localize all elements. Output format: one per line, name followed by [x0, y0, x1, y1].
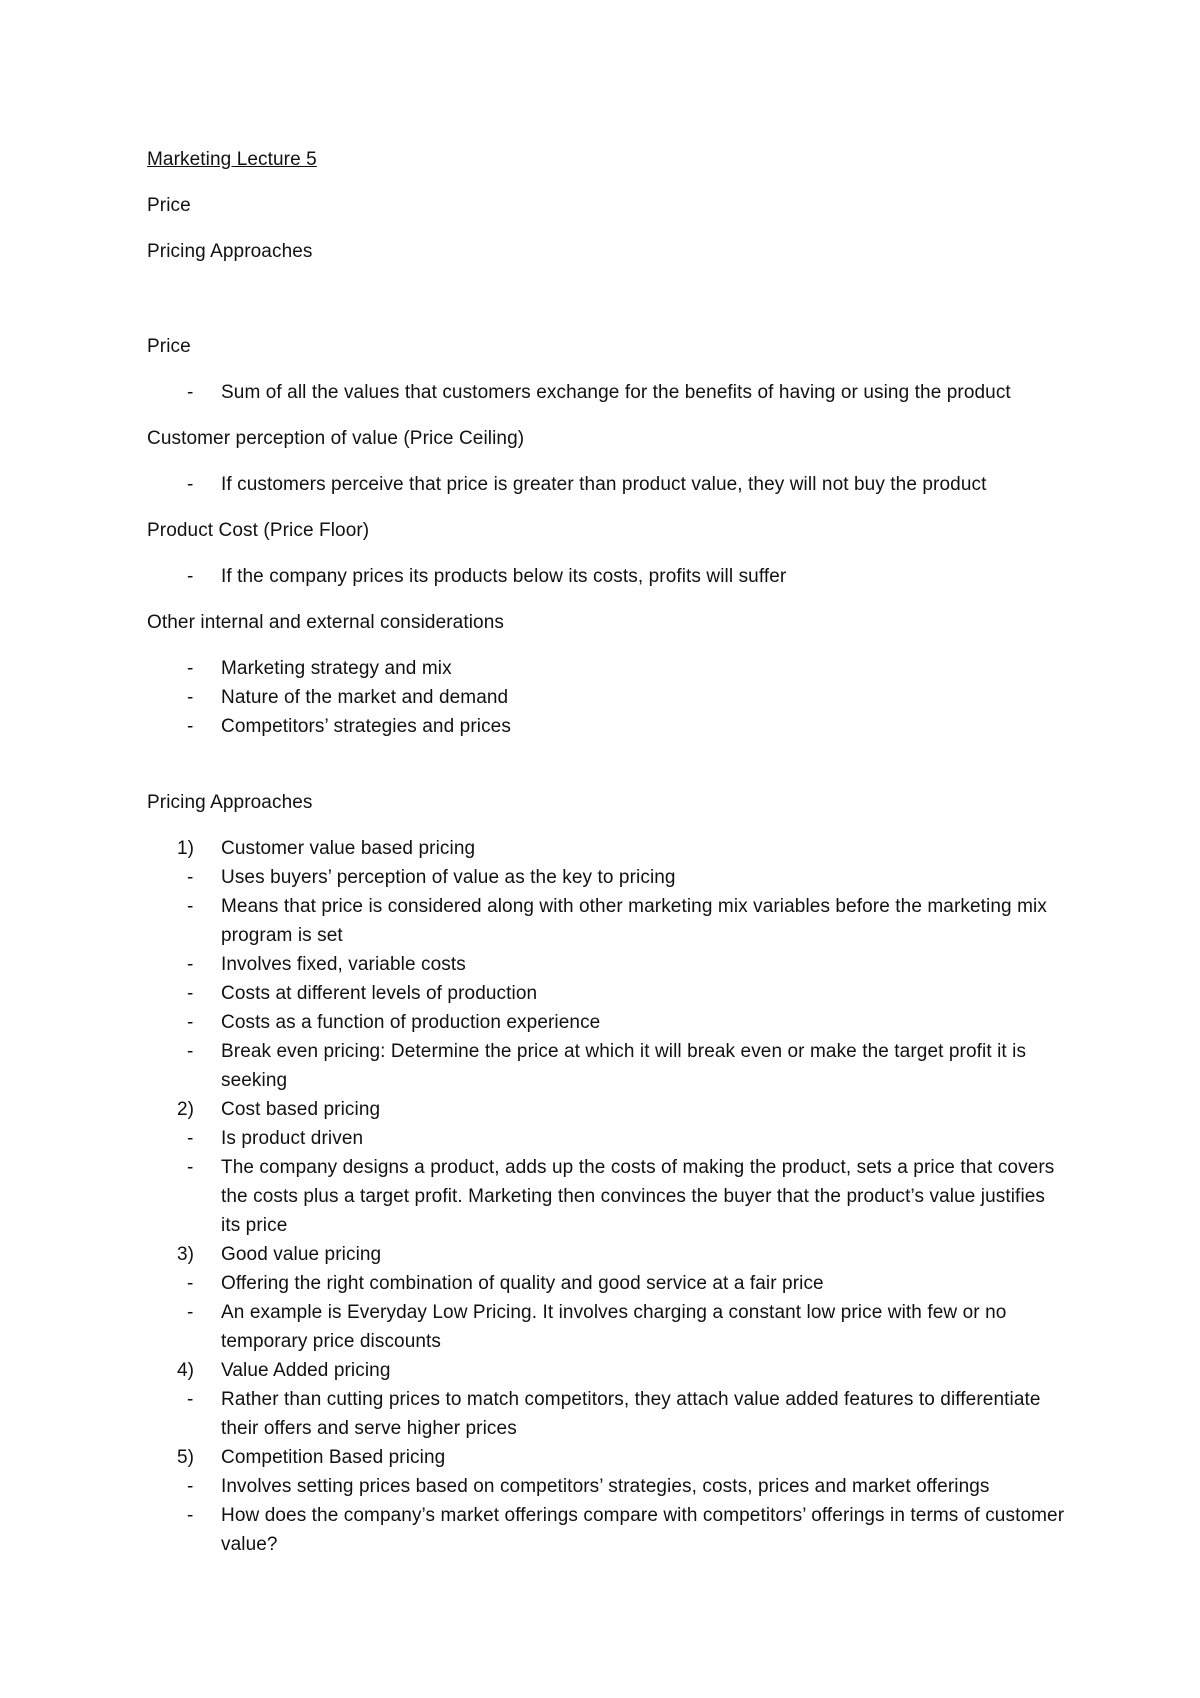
approach-name: Good value pricing — [221, 1244, 382, 1265]
bullet-marker: - — [187, 658, 194, 679]
bullet-list — [147, 562, 1067, 591]
bullet-item — [147, 1153, 1067, 1240]
bullet-text: If the company prices its products below its costs, profits will suffer — [221, 566, 787, 587]
bullet-marker: - — [187, 867, 194, 888]
approach-list — [147, 834, 1067, 1559]
bullet-item — [147, 1124, 1067, 1153]
bullet-item — [147, 863, 1067, 892]
bullet-item — [147, 654, 1067, 683]
outline-item: Pricing Approaches — [147, 241, 313, 262]
bullet-marker: - — [187, 1128, 194, 1149]
bullet-marker: - — [187, 1505, 194, 1526]
section-heading-price: Price — [147, 336, 191, 357]
bullet-item — [147, 1298, 1067, 1356]
subheading-price-ceiling: Customer perception of value (Price Ceiling) — [147, 428, 525, 449]
list-number: 4) — [177, 1360, 195, 1381]
bullet-marker: - — [187, 1157, 194, 1178]
approach-item — [147, 1356, 1067, 1385]
list-number: 3) — [177, 1244, 195, 1265]
bullet-item — [147, 950, 1067, 979]
document-body — [147, 145, 1067, 1559]
bullet-text: Costs as a function of production experience — [221, 1012, 601, 1033]
bullet-marker: - — [187, 716, 194, 737]
subheading-price-floor: Product Cost (Price Floor) — [147, 520, 370, 541]
bullet-text: Offering the right combination of quality and good service at a fair price — [221, 1273, 824, 1294]
subheading-other-considerations: Other internal and external considerations — [147, 612, 504, 633]
bullet-text: Rather than cutting prices to match competitors, they attach value added features to differentiate their offers and serve higher prices — [221, 1389, 1041, 1439]
bullet-item — [147, 1501, 1067, 1559]
approach-item — [147, 1240, 1067, 1269]
bullet-item — [147, 683, 1067, 712]
bullet-item — [147, 1008, 1067, 1037]
bullet-text: The company designs a product, adds up the costs of making the product, sets a price that covers the costs plus a target profit. Marketing then convinces the buyer that the product’s value justifies its price — [221, 1157, 1055, 1236]
page-title: Marketing Lecture 5 — [147, 149, 317, 170]
bullet-marker: - — [187, 474, 194, 495]
list-number: 1) — [177, 838, 195, 859]
approach-item — [147, 1443, 1067, 1472]
bullet-item — [147, 1269, 1067, 1298]
bullet-marker: - — [187, 1273, 194, 1294]
bullet-list — [147, 378, 1067, 407]
bullet-marker: - — [187, 1476, 194, 1497]
bullet-marker: - — [187, 896, 194, 917]
bullet-marker: - — [187, 382, 194, 403]
approach-name: Customer value based pricing — [221, 838, 476, 859]
bullet-item — [147, 892, 1067, 950]
bullet-text: Costs at different levels of production — [221, 983, 538, 1004]
bullet-item — [147, 1037, 1067, 1095]
bullet-item — [147, 378, 1067, 407]
bullet-marker: - — [187, 687, 194, 708]
bullet-marker: - — [187, 983, 194, 1004]
bullet-text: Sum of all the values that customers exchange for the benefits of having or using the product — [221, 382, 1011, 403]
bullet-text: Competitors’ strategies and prices — [221, 716, 511, 737]
bullet-text: Marketing strategy and mix — [221, 658, 452, 679]
bullet-marker: - — [187, 1389, 194, 1410]
approach-name: Competition Based pricing — [221, 1447, 446, 1468]
bullet-text: Means that price is considered along with other marketing mix variables before the marketing mix program is set — [221, 896, 1047, 946]
approach-item — [147, 834, 1067, 863]
list-number: 5) — [177, 1447, 195, 1468]
bullet-text: Uses buyers’ perception of value as the key to pricing — [221, 867, 676, 888]
bullet-marker: - — [187, 566, 194, 587]
approach-name: Value Added pricing — [221, 1360, 391, 1381]
bullet-marker: - — [187, 1012, 194, 1033]
bullet-text: Involves fixed, variable costs — [221, 954, 466, 975]
bullet-item — [147, 712, 1067, 741]
approach-item — [147, 1095, 1067, 1124]
bullet-text: Is product driven — [221, 1128, 364, 1149]
bullet-marker: - — [187, 1302, 194, 1323]
outline-item: Price — [147, 195, 191, 216]
section-heading-pricing-approaches: Pricing Approaches — [147, 792, 313, 813]
bullet-text: If customers perceive that price is greater than product value, they will not buy the product — [221, 474, 987, 495]
bullet-text: How does the company’s market offerings compare with competitors’ offerings in terms of customer value? — [221, 1505, 1065, 1555]
bullet-item — [147, 562, 1067, 591]
bullet-marker: - — [187, 1041, 194, 1062]
approach-name: Cost based pricing — [221, 1099, 381, 1120]
bullet-list — [147, 470, 1067, 499]
list-number: 2) — [177, 1099, 195, 1120]
bullet-item — [147, 1385, 1067, 1443]
bullet-item — [147, 979, 1067, 1008]
bullet-list — [147, 654, 1067, 741]
bullet-item — [147, 470, 1067, 499]
bullet-text: An example is Everyday Low Pricing. It involves charging a constant low price with few or no temporary price discounts — [221, 1302, 1007, 1352]
bullet-text: Nature of the market and demand — [221, 687, 509, 708]
bullet-marker: - — [187, 954, 194, 975]
bullet-item — [147, 1472, 1067, 1501]
bullet-text: Involves setting prices based on competitors’ strategies, costs, prices and market offerings — [221, 1476, 990, 1497]
bullet-text: Break even pricing: Determine the price at which it will break even or make the target profit it is seeking — [221, 1041, 1027, 1091]
